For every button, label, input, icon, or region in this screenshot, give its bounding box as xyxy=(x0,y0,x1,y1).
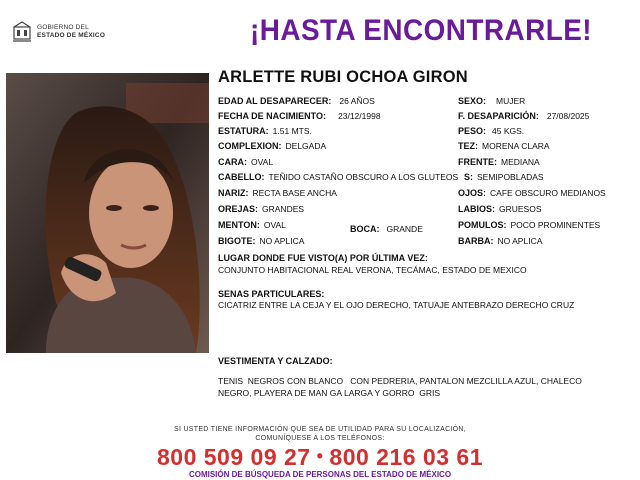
separator-dot: • xyxy=(316,446,324,466)
phone-number-2[interactable]: 800 216 03 61 xyxy=(329,444,483,470)
field-boca: BOCA: GRANDE xyxy=(350,224,423,234)
field-menton: MENTON: OVAL xyxy=(218,220,286,230)
contact-info-text: SI USTED TIENE INFORMACIÓN QUE SEA DE UTILIDAD PARA SU LOCALIZACIÓN, COMUNÍQUESE A LOS TELÉFONOS: xyxy=(173,426,467,442)
field-cejas: S: SEMIPOBLADAS xyxy=(464,172,544,182)
commission-name: COMISIÓN DE BÚSQUEDA DE PERSONAS DEL ESTADO DE MÉXICO xyxy=(188,470,452,479)
field-desaparicion: F. DESAPARICIÓN: 27/08/2025 xyxy=(458,111,590,121)
phone-numbers xyxy=(0,444,640,471)
person-photo-illustration xyxy=(6,73,209,353)
field-frente: FRENTE: MEDIANA xyxy=(458,157,540,167)
clothing-line-1: TENIS NEGROS CON BLANCO CON PEDRERIA, PANTALON MEZCLILLA AZUL, CHALECO xyxy=(218,376,582,386)
field-ojos: OJOS: CAFE OBSCURO MEDIANOS xyxy=(458,188,606,198)
gov-line-1: GOBIERNO DEL xyxy=(37,24,89,31)
marks-text: CICATRIZ ENTRE LA CEJA Y EL OJO DERECHO, TATUAJE ANTEBRAZO DERECHO CRUZ xyxy=(218,300,575,310)
person-name: ARLETTE RUBI OCHOA GIRON xyxy=(218,68,468,86)
headline: ¡HASTA ENCONTRARLE! xyxy=(250,14,593,47)
field-pomulos: POMULOS: POCO PROMINENTES xyxy=(458,220,601,230)
gov-line-2: ESTADO DE MÉXICO xyxy=(37,32,106,39)
marks-title: SENAS PARTICULARES: xyxy=(218,289,325,299)
phone-number-1[interactable]: 800 509 09 27 xyxy=(157,444,311,470)
field-barba: BARBA: NO APLICA xyxy=(458,236,543,246)
field-bigote: BIGOTE: NO APLICA xyxy=(218,236,305,246)
field-nariz: NARIZ: RECTA BASE ANCHA xyxy=(218,188,337,198)
field-peso: PESO: 45 KGS. xyxy=(458,126,525,136)
last-seen-text: CONJUNTO HABITACIONAL REAL VERONA, TECÁMAC, ESTADO DE MEXICO xyxy=(218,265,527,275)
field-labios: LABIOS: GRUESOS xyxy=(458,204,542,214)
last-seen-title: LUGAR DONDE FUE VISTO(A) POR ÚLTIMA VEZ: xyxy=(218,253,428,263)
field-cabello: CABELLO: TEÑIDO CASTAÑO OBSCURO A LOS GLUTEOS xyxy=(218,172,459,182)
field-sexo: SEXO: MUJER xyxy=(458,96,526,106)
government-logo xyxy=(12,18,122,46)
field-estatura: ESTATURA: 1.51 MTS. xyxy=(218,126,312,136)
field-tez: TEZ: MORENA CLARA xyxy=(458,141,550,151)
clothing-title: VESTIMENTA Y CALZADO: xyxy=(218,356,333,366)
clothing-line-2: NEGRO, PLAYERA DE MAN GA LARGA Y GORRO GRIS xyxy=(218,388,441,398)
field-cara: CARA: OVAL xyxy=(218,157,274,167)
state-seal-icon xyxy=(12,21,32,43)
missing-person-photo xyxy=(6,73,209,353)
field-edad: EDAD AL DESAPARECER: 26 AÑOS xyxy=(218,96,375,106)
field-complexion: COMPLEXION: DELGADA xyxy=(218,141,327,151)
field-orejas: OREJAS: GRANDES xyxy=(218,204,305,214)
field-nacimiento: FECHA DE NACIMIENTO: 23/12/1998 xyxy=(218,111,381,121)
